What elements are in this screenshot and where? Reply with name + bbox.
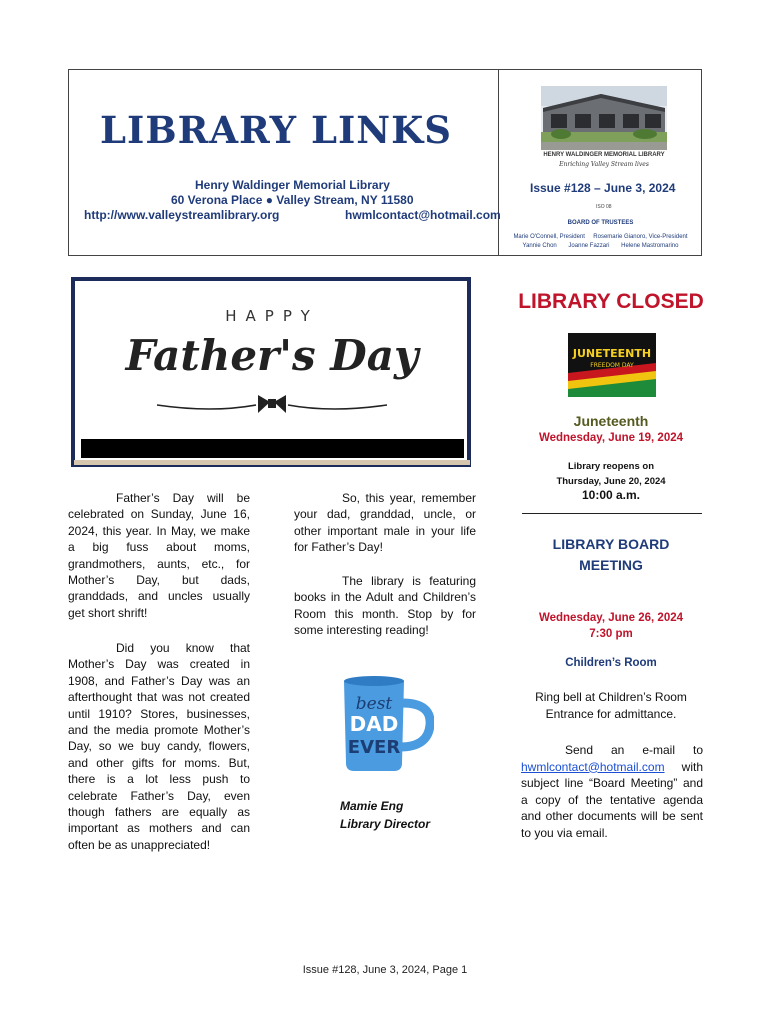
issue-number: Issue #128 – June 3, 2024 bbox=[530, 181, 676, 195]
newsletter-title: LIBRARY LINKS bbox=[100, 108, 452, 152]
mug-text-ever: EVER bbox=[347, 737, 401, 758]
board-heading-line2: MEETING bbox=[579, 557, 643, 573]
mug-text-dad: DAD bbox=[349, 712, 399, 736]
board-meeting-heading bbox=[500, 534, 722, 576]
contact-email-link[interactable]: hwmlcontact@hotmail.com bbox=[521, 759, 665, 774]
fathers-day-script: Father's Day bbox=[125, 331, 419, 380]
reopens-date: Thursday, June 20, 2024 bbox=[556, 476, 666, 487]
send-text-post: with subject line “Board Meeting” and a copy of the tentative agenda and other documents will be sent to you via email. bbox=[521, 759, 703, 840]
library-building-photo bbox=[541, 86, 667, 150]
reopens-label: Library reopens on bbox=[567, 461, 655, 472]
trustees-line-1: Marie O'Connell, President Rosemarie Gianoro, Vice-President bbox=[513, 234, 688, 240]
meeting-datetime bbox=[500, 610, 722, 642]
best-dad-mug-image bbox=[336, 673, 434, 775]
juneteenth-image bbox=[568, 333, 656, 397]
column1-paragraph1: Father’s Day will be celebrated on Sunday, June 16, 2024, this year. In May, we make a big fuss about moms, grandmothers, aunts, etc., for Mother’s Day, but dads, granddads, and uncles usually get short shrift! bbox=[68, 491, 250, 620]
column1-paragraph2: Did you know that Mother’s Day was created in 1908, and Father’s Day was an afterthought that was not created until 1910? Stores, businesses, and the media promote Mother’s Day, so we buy candy, flowers, and other gifts for moms. But, there is a lot less push to celebrate Father’s Day, even though fathers are equally as important as mothers and can often be as unappreciated! bbox=[68, 641, 250, 852]
juneteenth-img-title: JUNETEENTH bbox=[572, 347, 652, 360]
column2-paragraph1: So, this year, remember your dad, granddad, uncle, or other important male in your life for Father’s Day! bbox=[294, 491, 476, 555]
send-text-pre: Send an e-mail to bbox=[565, 743, 703, 757]
library-closed-heading: LIBRARY CLOSED bbox=[518, 290, 704, 313]
library-address: 60 Verona Place ● Valley Stream, NY 11580 bbox=[171, 193, 414, 207]
logo-caption: HENRY WALDINGER MEMORIAL LIBRARY bbox=[543, 152, 665, 158]
section-divider bbox=[522, 513, 702, 514]
juneteenth-title: Juneteenth bbox=[573, 413, 649, 429]
logo-tagline: Enriching Valley Stream lives bbox=[559, 161, 649, 168]
library-website-link[interactable]: http://www.valleystreamlibrary.org bbox=[84, 208, 280, 222]
board-heading-line1: LIBRARY BOARD bbox=[552, 536, 670, 552]
board-of-trustees-title: BOARD OF TRUSTEES bbox=[567, 220, 634, 226]
masthead-divider bbox=[498, 69, 499, 256]
library-email-link[interactable]: hwmlcontact@hotmail.com bbox=[345, 208, 501, 222]
signature-block bbox=[340, 797, 430, 833]
juneteenth-date: Wednesday, June 19, 2024 bbox=[538, 432, 684, 444]
issue-small-note: ISO 08 bbox=[596, 204, 612, 210]
fathers-day-black-bar bbox=[81, 439, 464, 458]
trustees-list bbox=[503, 233, 698, 251]
fathers-day-shadow bbox=[74, 460, 470, 465]
meeting-room: Children’s Room bbox=[565, 657, 657, 669]
signer-title: Library Director bbox=[340, 817, 431, 831]
meeting-date: Wednesday, June 26, 2024 bbox=[538, 612, 684, 624]
juneteenth-img-sub: FREEDOM DAY bbox=[590, 362, 634, 369]
mug-text-best: best bbox=[355, 694, 393, 714]
ring-line2: Entrance for admittance. bbox=[545, 707, 677, 721]
meeting-time: 7:30 pm bbox=[589, 628, 633, 640]
column2-paragraph2: The library is featuring books in the Adult and Children’s Room this month. Stop by for some interesting reading! bbox=[294, 574, 476, 638]
reopens-time: 10:00 a.m. bbox=[581, 488, 641, 502]
signer-name: Mamie Eng bbox=[340, 799, 404, 813]
ring-bell-note bbox=[500, 689, 722, 723]
bow-tie-icon bbox=[152, 387, 392, 421]
send-email-paragraph bbox=[521, 742, 703, 842]
page-footer: Issue #128, June 3, 2024, Page 1 bbox=[302, 964, 468, 976]
ring-line1: Ring bell at Children’s Room bbox=[535, 690, 687, 704]
trustees-line-2: Yannie Chon Joanne Fazzari Helene Mastromarino bbox=[522, 243, 679, 249]
happy-text: HAPPY bbox=[225, 307, 319, 325]
library-name: Henry Waldinger Memorial Library bbox=[195, 178, 390, 192]
fathers-day-banner bbox=[82, 287, 462, 439]
